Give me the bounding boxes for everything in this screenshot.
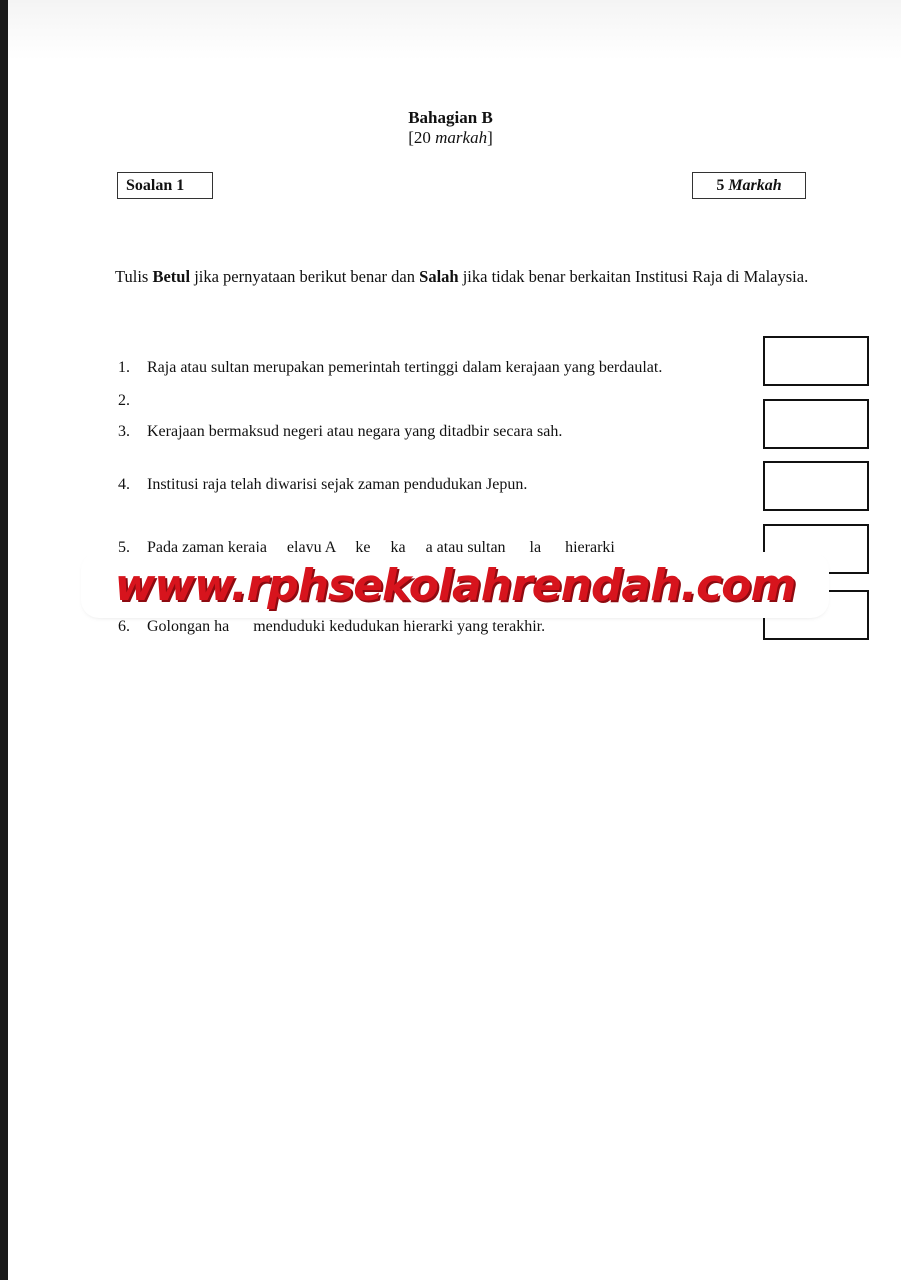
statement-item: 3. Kerajaan bermaksud negeri atau negara yang ditadbir secara sah. (118, 423, 563, 440)
question-marks-word: Markah (728, 176, 782, 194)
statement-item: 4. Institusi raja telah diwarisi sejak zaman pendudukan Jepun. (118, 476, 528, 493)
answer-box-4[interactable] (763, 461, 869, 511)
section-title: Bahagian B (408, 108, 493, 127)
question-label-box (117, 172, 213, 199)
question-marks-number: 5 (716, 176, 725, 194)
page-top-shade (8, 0, 901, 60)
statement-item: 1. Raja atau sultan merupakan pemerintah tertinggi dalam kerajaan yang berdaulat. (118, 359, 663, 376)
statement-item: 2. (118, 392, 130, 409)
answer-box-1[interactable] (763, 336, 869, 386)
question-marks-box (692, 172, 806, 199)
answer-box-3[interactable] (763, 399, 869, 449)
statement-item: 6. Golongan ha menduduki kedudukan hierarki yang terakhir. (118, 618, 546, 635)
section-marks: [20 markah] (408, 128, 493, 147)
left-edge-bar (0, 0, 8, 1280)
statement-item: 5. Pada zaman keraja elayu A ke ka a atau sultan la hierarki (118, 539, 615, 556)
watermark (85, 552, 825, 618)
instruction-text: Tulis Betul jika pernyataan berikut benar dan Salah jika tidak benar berkaitan Institusi Raja di Malaysia. (115, 267, 809, 286)
watermark-text: www.rphsekolahrendah.com (114, 559, 796, 611)
question-label: Soalan 1 (126, 176, 185, 194)
